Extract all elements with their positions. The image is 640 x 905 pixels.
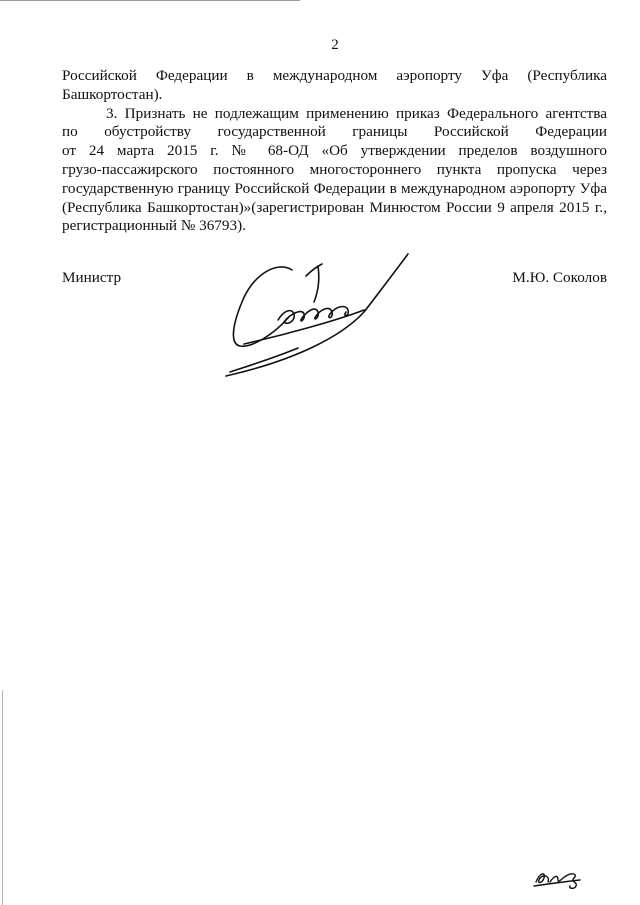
- body-line: по обустройству государственной границы Российской Федерации: [62, 123, 607, 141]
- body-line: грузо-пассажирского постоянного многостороннего пункта пропуска через: [62, 160, 607, 178]
- body-line: Башкортостан).: [62, 85, 163, 103]
- body-line: 3. Признать не подлежащим применению приказ Федерального агентства: [106, 104, 607, 122]
- top-border-line: [0, 0, 300, 1]
- left-margin-line: [2, 690, 3, 905]
- body-line: регистрационный № 36793).: [62, 217, 246, 235]
- body-line: от 24 марта 2015 г. № 68-ОД «Об утверждении пределов воздушного: [62, 142, 607, 160]
- body-line: государственную границу Российской Федерации в международном аэропорту Уфа: [62, 179, 607, 197]
- handwritten-signature: [218, 248, 413, 380]
- body-text: [62, 67, 607, 236]
- signatory-position: Министр: [62, 269, 122, 286]
- body-line: Российской Федерации в международном аэропорту Уфа (Республика: [62, 67, 607, 84]
- signatory-name: М.Ю. Соколов: [512, 269, 607, 286]
- initials-mark: [532, 864, 584, 890]
- page-number: 2: [331, 37, 339, 53]
- body-line: (Республика Башкортостан)»(зарегистрирован Минюстом России 9 апреля 2015 г.,: [62, 198, 607, 216]
